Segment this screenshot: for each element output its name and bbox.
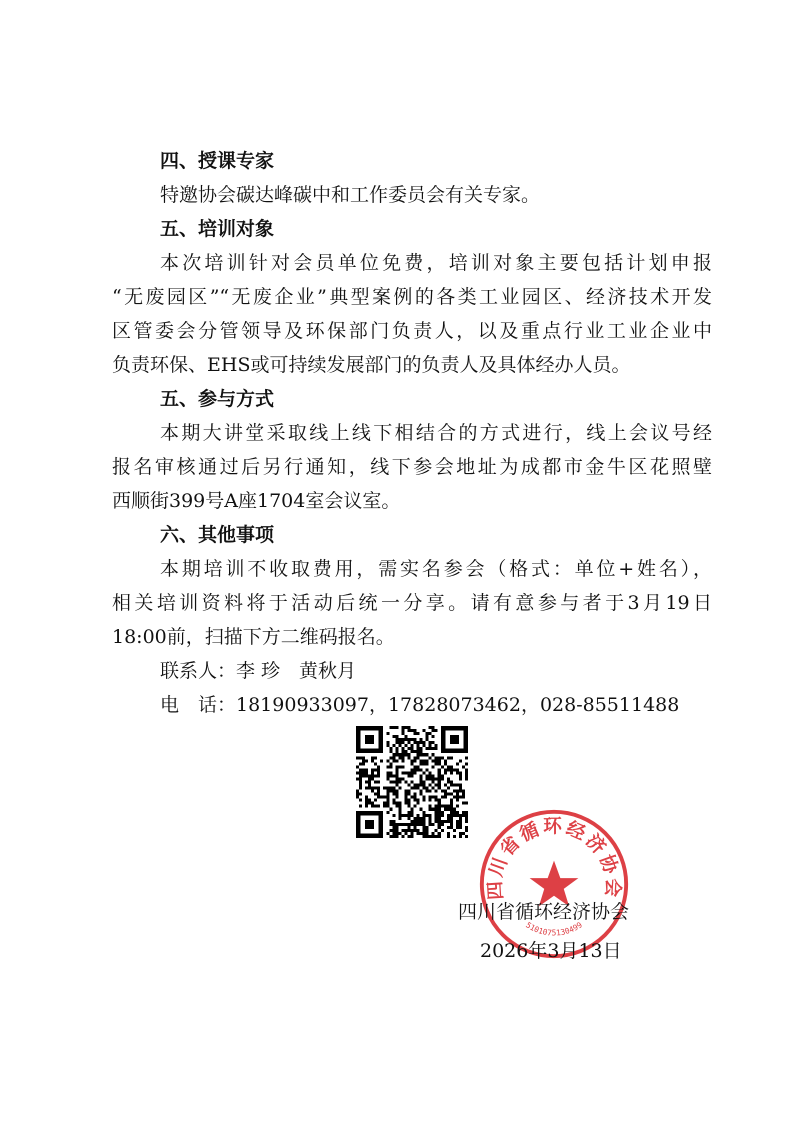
section-5b-line-2: 报名审核通过后另行通知，线下参会地址为成都市金牛区花照壁 — [112, 456, 712, 478]
qr-code-icon[interactable] — [356, 726, 468, 838]
section-6-line-2: 相关培训资料将于活动后统一分享。请有意参与者于3月19日 — [112, 592, 712, 614]
section-6-heading: 六、其他事项 — [160, 524, 275, 546]
section-6-line-1: 本期培训不收取费用，需实名参会（格式：单位+姓名）， — [160, 558, 712, 580]
section-5-heading: 五、培训对象 — [160, 218, 275, 240]
phone-line: 电 话：18190933097，17828073462，028-85511488 — [160, 694, 680, 716]
section-4-heading: 四、授课专家 — [160, 150, 275, 172]
signature-date: 2026年3月13日 — [480, 940, 622, 962]
seal-number: 5101075130499 — [524, 920, 584, 938]
contact-line: 联系人：李 珍 黄秋月 — [160, 660, 357, 682]
seal-text: 四川省循环经济协会 — [484, 816, 624, 901]
section-5b-heading: 五、参与方式 — [160, 388, 275, 410]
section-5-line-4: 负责环保、EHS或可持续发展部门的负责人及具体经办人员。 — [112, 354, 631, 376]
section-5-line-3: 区管委会分管领导及环保部门负责人，以及重点行业工业企业中 — [112, 320, 712, 342]
document-body — [112, 144, 712, 722]
section-6-line-3: 18:00前，扫描下方二维码报名。 — [112, 626, 395, 648]
section-5-line-1: 本次培训针对会员单位免费，培训对象主要包括计划申报 — [160, 252, 712, 274]
section-5b-line-3: 西顺街399号A座1704室会议室。 — [112, 490, 401, 512]
signature-org: 四川省循环经济协会 — [458, 901, 630, 923]
section-5b-line-1: 本期大讲堂采取线上线下相结合的方式进行，线上会议号经 — [160, 422, 712, 444]
section-4-paragraph: 特邀协会碳达峰碳中和工作委员会有关专家。 — [160, 184, 541, 206]
section-5-line-2: “无废园区”“无废企业”典型案例的各类工业园区、经济技术开发 — [112, 286, 712, 308]
